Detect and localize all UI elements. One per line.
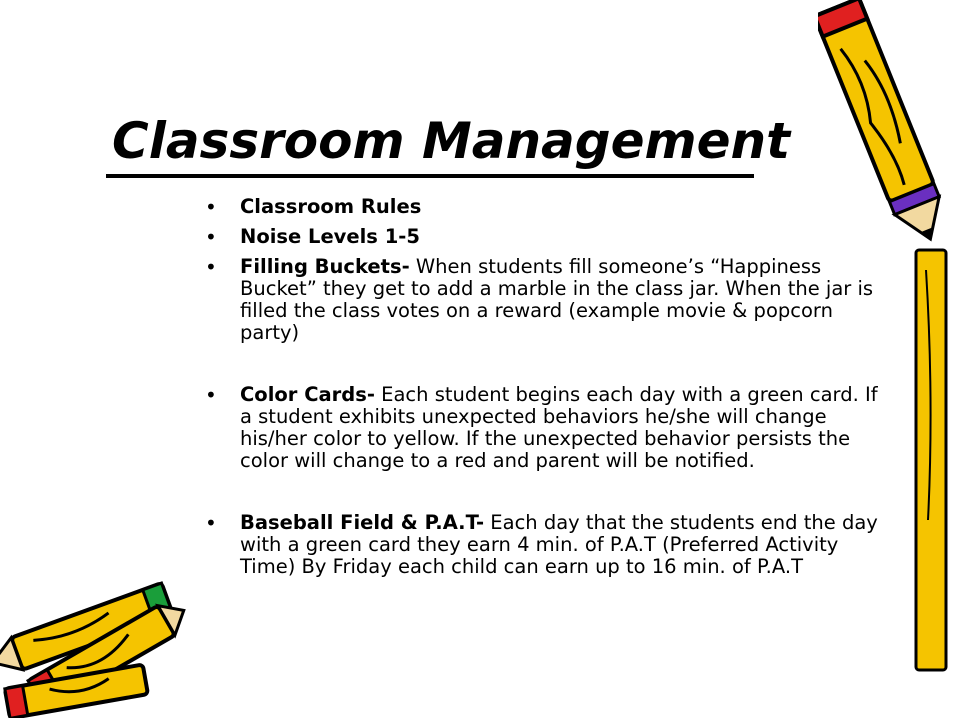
bullet-item <box>205 196 885 218</box>
bullet-item <box>205 384 885 472</box>
title-underline <box>106 174 754 178</box>
bullet-text: Each student begins each day with a green card. If a student exhibits unexpected behaviors he/she will change his/her color to yellow. If the unexpected behavior persists the color will change to a red and parent will be notified. <box>240 383 878 472</box>
bullet-heading: Classroom Rules <box>240 195 422 218</box>
bullet-heading: Baseball Field & P.A.T- <box>240 511 485 534</box>
bullet-list <box>205 196 885 578</box>
bullet-text: Each day that the students end the day with a green card they earn 4 min. of P.A.T (Preferred Activity Time) By Friday each child can earn up to 16 min. of P.A.T <box>240 511 878 578</box>
bullet-heading: Noise Levels 1-5 <box>240 225 420 248</box>
bullet-item <box>205 512 885 578</box>
bullet-item <box>205 256 885 344</box>
slide-title: Classroom Management <box>112 112 791 170</box>
bullet-item <box>205 226 885 248</box>
pencils-icon <box>0 578 200 718</box>
bullet-heading: Color Cards- <box>240 383 375 406</box>
bullet-text: When students fill someone’s “Happiness Bucket” they get to add a marble in the class jar. When the jar is filled the class votes on a reward (example movie & popcorn party) <box>240 255 874 344</box>
bullet-heading: Filling Buckets- <box>240 255 410 278</box>
